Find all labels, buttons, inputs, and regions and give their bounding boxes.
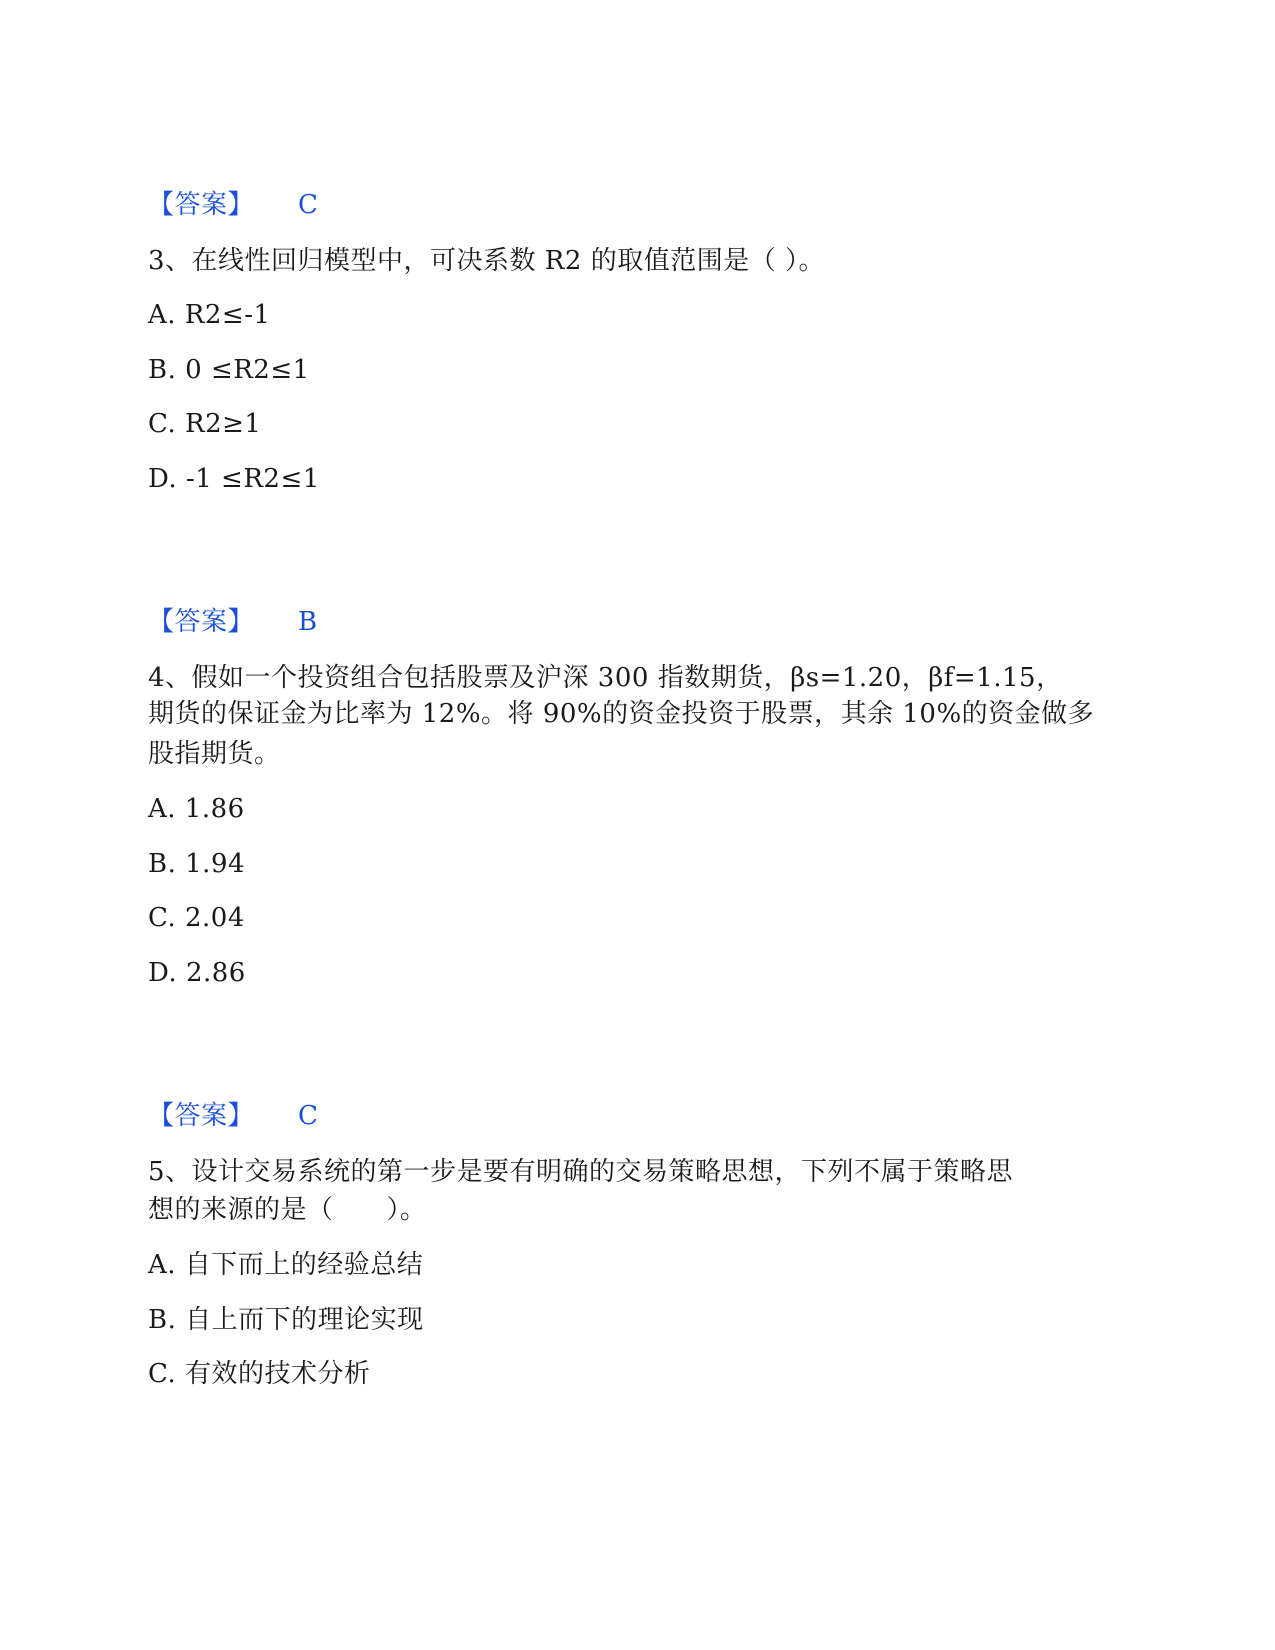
question-3-option-b: B. 0 ≤R2≤1 [148, 355, 310, 385]
answer-line-3 [148, 605, 318, 639]
question-4-option-d: D. 2.86 [148, 958, 246, 988]
question-4-text-line-2: 期货的保证金为比率为 12%。将 90%的资金投资于股票，其余 10%的资金做多 [148, 699, 1095, 729]
question-5-option-a: A. 自下而上的经验总结 [148, 1250, 424, 1280]
question-4-option-a: A. 1.86 [148, 794, 245, 824]
answer-value: C [298, 1101, 319, 1131]
answer-line-4 [148, 1099, 318, 1133]
answer-value: B [298, 607, 318, 637]
question-4-text-line-1: 4、假如一个投资组合包括股票及沪深 300 指数期货，βs=1.20，βf=1.15， [148, 663, 1063, 693]
answer-line-2 [148, 188, 318, 222]
question-3-option-d: D. -1 ≤R2≤1 [148, 464, 320, 494]
answer-label: 【答案】 [148, 607, 255, 637]
question-3-option-a: A. R2≤-1 [148, 300, 271, 330]
question-5-text-line-2: 想的来源的是（ ）。 [148, 1195, 427, 1225]
answer-label: 【答案】 [148, 190, 255, 220]
question-5-option-c: C. 有效的技术分析 [148, 1359, 371, 1389]
question-4-option-c: C. 2.04 [148, 903, 245, 933]
question-5-option-b: B. 自上而下的理论实现 [148, 1305, 424, 1335]
question-3-text: 3、在线性回归模型中，可决系数 R2 的取值范围是（ ）。 [148, 246, 825, 276]
question-4-text-line-3: 股指期货。 [148, 739, 281, 769]
answer-label: 【答案】 [148, 1101, 255, 1131]
question-5-text-line-1: 5、设计交易系统的第一步是要有明确的交易策略思想，下列不属于策略思 [148, 1157, 1014, 1187]
answer-value: C [298, 190, 319, 220]
question-4-option-b: B. 1.94 [148, 849, 246, 879]
question-3-option-c: C. R2≥1 [148, 409, 262, 439]
